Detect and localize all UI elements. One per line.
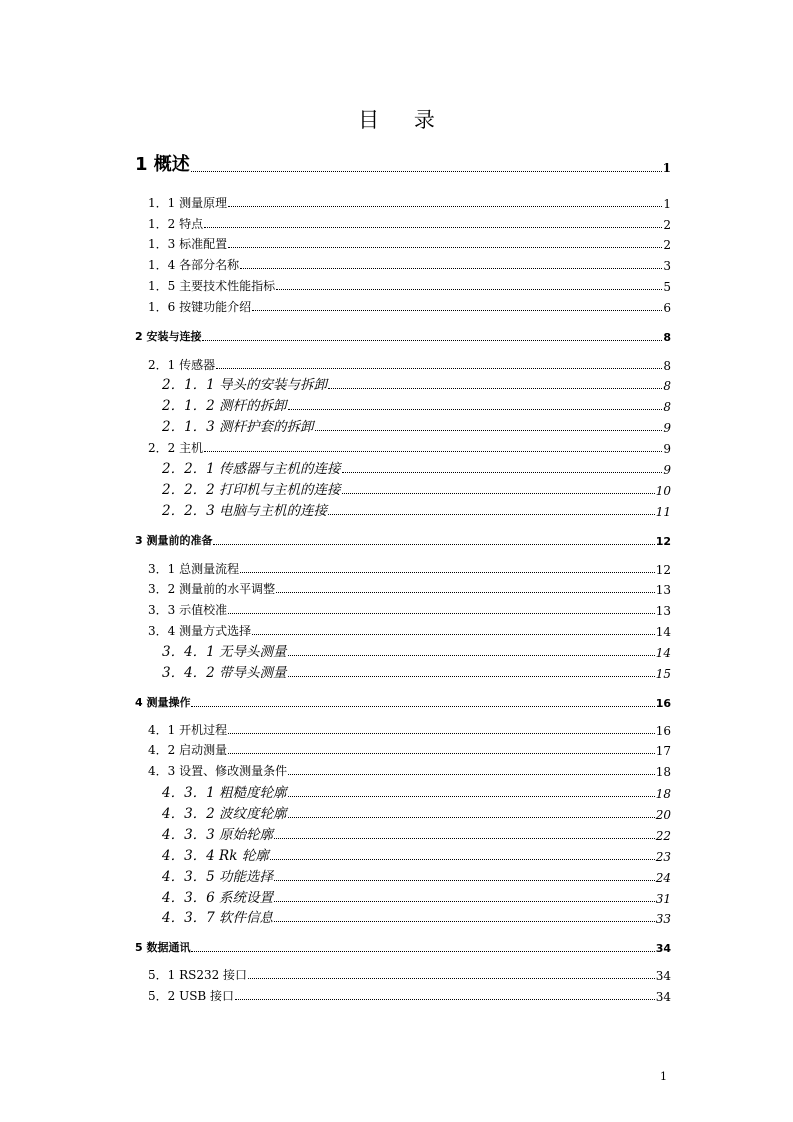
toc-entry-label: 4．1 开机过程 (148, 723, 228, 737)
toc-entry-page: 6 (663, 301, 671, 315)
toc-leader-dots (328, 514, 655, 515)
toc-entry[interactable] (162, 907, 671, 926)
toc-entry-label: 2．2．1 传感器与主机的连接 (162, 461, 341, 477)
toc-entry[interactable] (148, 439, 671, 456)
toc-entry[interactable] (148, 298, 671, 315)
toc-entry[interactable] (162, 845, 671, 864)
toc-entry-page: 31 (655, 892, 671, 906)
toc-leader-dots (213, 544, 654, 545)
toc-entry-label: 3．1 总测量流程 (148, 562, 240, 576)
toc-entry-label: 4．3．6 系统设置 (162, 890, 274, 906)
toc-entry[interactable] (148, 966, 671, 983)
toc-entry[interactable] (148, 622, 671, 639)
toc-entry-label: 1．5 主要技术性能指标 (148, 279, 276, 293)
toc-leader-dots (342, 493, 655, 494)
toc-leader-dots (288, 817, 655, 818)
toc-leader-dots (252, 634, 655, 635)
toc-entry-page: 12 (655, 563, 671, 577)
toc-entry-label: 2．1．1 导头的安装与拆卸 (162, 377, 328, 393)
toc-entry-page: 15 (655, 667, 671, 681)
toc-entry-label: 5．2 USB 接口 (148, 989, 235, 1003)
toc-leader-dots (274, 880, 655, 881)
toc-entry[interactable] (162, 887, 671, 906)
toc-entry[interactable] (162, 479, 671, 498)
toc-entry[interactable] (162, 866, 671, 885)
toc-leader-dots (328, 388, 662, 389)
toc-entry[interactable] (135, 150, 671, 176)
toc-entry[interactable] (148, 741, 671, 758)
toc-leader-dots (288, 796, 655, 797)
toc-entry-page: 3 (663, 259, 671, 273)
toc-entry-label: 5 数据通讯 (135, 941, 191, 954)
toc-leader-dots (274, 838, 655, 839)
toc-entry-label: 5．1 RS232 接口 (148, 968, 248, 982)
toc-entry-page: 8 (663, 359, 671, 373)
toc-entry-page: 18 (655, 765, 671, 779)
toc-entry-label: 4．3．7 软件信息 (162, 910, 274, 926)
toc-entry-label: 1．1 测量原理 (148, 196, 228, 210)
toc-entry-label: 2．2 主机 (148, 441, 204, 455)
toc-entry-page: 34 (655, 969, 671, 983)
toc-entry-label: 2 安装与连接 (135, 330, 202, 343)
toc-entry-page: 16 (655, 724, 671, 738)
toc-leader-dots (276, 592, 655, 593)
toc-leader-dots (276, 289, 662, 290)
toc-leader-dots (274, 901, 655, 902)
toc-entry-page: 34 (655, 990, 671, 1004)
toc-entry[interactable] (162, 803, 671, 822)
toc-entry-page: 2 (663, 238, 671, 252)
toc-leader-dots (288, 655, 655, 656)
toc-entry[interactable] (162, 641, 671, 660)
toc-entry-page: 13 (655, 604, 671, 618)
toc-entry-label: 2．1．2 测杆的拆卸 (162, 398, 287, 414)
toc-entry[interactable] (162, 782, 671, 801)
toc-entry-label: 3．4．2 带导头测量 (162, 665, 287, 681)
toc-entry-page: 2 (663, 218, 671, 232)
toc-entry-label: 2．1．3 测杆护套的拆卸 (162, 419, 314, 435)
toc-leader-dots (288, 676, 655, 677)
toc-entry[interactable] (162, 374, 671, 393)
toc-entry-page: 14 (655, 646, 671, 660)
toc-entry[interactable] (162, 824, 671, 843)
toc-entry-label: 4．3．4 Rk 轮廓 (162, 848, 269, 864)
toc-entry[interactable] (148, 194, 671, 211)
toc-entry-page: 23 (655, 850, 671, 864)
page-number: 1 (660, 1070, 667, 1083)
toc-leader-dots (204, 451, 662, 452)
toc-entry-page: 11 (655, 505, 671, 519)
toc-entry-page: 13 (655, 583, 671, 597)
toc-entry[interactable] (148, 215, 671, 232)
toc-leader-dots (191, 706, 654, 707)
toc-entry-page: 12 (655, 535, 671, 548)
toc-entry-label: 3．2 测量前的水平调整 (148, 582, 276, 596)
toc-entry[interactable] (162, 500, 671, 519)
toc-entry-label: 1 概述 (135, 154, 190, 175)
toc-entry-label: 4 测量操作 (135, 696, 191, 709)
toc-entry-page: 5 (663, 280, 671, 294)
toc-entry[interactable] (148, 721, 671, 738)
toc-entry-label: 4．3．2 波纹度轮廓 (162, 806, 287, 822)
toc-leader-dots (228, 206, 662, 207)
toc-entry-label: 3．4 测量方式选择 (148, 624, 252, 638)
toc-leader-dots (342, 472, 663, 473)
toc-entry-label: 3 测量前的准备 (135, 534, 213, 547)
toc-entry-page: 10 (655, 484, 671, 498)
toc-entry[interactable] (148, 601, 671, 618)
toc-leader-dots (228, 753, 655, 754)
toc-entry-page: 9 (663, 442, 671, 456)
toc-entry[interactable] (148, 580, 671, 597)
toc-leader-dots (202, 340, 662, 341)
toc-entry-page: 8 (663, 379, 671, 393)
toc-leader-dots (228, 733, 655, 734)
toc-entry-label: 4．2 启动测量 (148, 743, 228, 757)
toc-entry[interactable] (135, 938, 671, 955)
toc-entry-page: 34 (655, 942, 671, 955)
toc-entry-label: 4．3．1 粗糙度轮廓 (162, 785, 287, 801)
toc-entry-page: 20 (655, 808, 671, 822)
toc-entry[interactable] (135, 327, 671, 344)
toc-leader-dots (228, 247, 662, 248)
toc-entry-label: 2．2．2 打印机与主机的连接 (162, 482, 341, 498)
toc-leader-dots (274, 921, 655, 922)
toc-leader-dots (240, 572, 655, 573)
toc-entry[interactable] (162, 395, 671, 414)
toc-leader-dots (216, 368, 662, 369)
toc-entry[interactable] (162, 662, 671, 681)
toc-leader-dots (240, 268, 662, 269)
toc-entry-label: 3．4．1 无导头测量 (162, 644, 287, 660)
toc-leader-dots (252, 310, 662, 311)
toc-entry-label: 4．3．5 功能选择 (162, 869, 274, 885)
toc-leader-dots (191, 171, 662, 172)
toc-entry[interactable] (162, 416, 671, 435)
toc-entry-page: 1 (663, 197, 671, 211)
toc-leader-dots (315, 430, 663, 431)
toc-entry[interactable] (135, 531, 671, 548)
toc-entry-page: 9 (663, 421, 671, 435)
toc-leader-dots (288, 774, 655, 775)
toc-entry[interactable] (162, 458, 671, 477)
toc-entry-page: 24 (655, 871, 671, 885)
toc-leader-dots (204, 227, 662, 228)
toc-entry-label: 2．1 传感器 (148, 358, 216, 372)
toc-entry-label: 1．4 各部分名称 (148, 258, 240, 272)
toc-entry-page: 18 (655, 787, 671, 801)
toc-entry[interactable] (135, 693, 671, 710)
toc-entry[interactable] (148, 560, 671, 577)
toc-leader-dots (191, 951, 654, 952)
toc-entry-page: 1 (662, 161, 671, 175)
toc-entry[interactable] (148, 235, 671, 252)
toc-entry-page: 17 (655, 744, 671, 758)
toc-entry-label: 1．3 标准配置 (148, 237, 228, 251)
toc-entry-page: 8 (663, 400, 671, 414)
toc-leader-dots (228, 613, 655, 614)
toc-entry[interactable] (148, 256, 671, 273)
toc-leader-dots (270, 859, 655, 860)
toc-leader-dots (288, 409, 663, 410)
toc-entry[interactable] (148, 356, 671, 373)
toc-entry-page: 14 (655, 625, 671, 639)
toc-entry-label: 1．2 特点 (148, 217, 204, 231)
toc-entry-page: 8 (663, 331, 671, 344)
toc-entry-label: 4．3．3 原始轮廓 (162, 827, 274, 843)
toc-entry-page: 16 (655, 697, 671, 710)
toc-entry[interactable] (148, 762, 671, 779)
toc-entry-label: 3．3 示值校准 (148, 603, 228, 617)
toc-entry-page: 22 (655, 829, 671, 843)
toc-entry-label: 2．2．3 电脑与主机的连接 (162, 503, 328, 519)
toc-leader-dots (235, 999, 655, 1000)
toc-leader-dots (248, 978, 655, 979)
toc-entry-page: 33 (655, 912, 671, 926)
toc-entry-page: 9 (663, 463, 671, 477)
toc-entry[interactable] (148, 987, 671, 1004)
page-title: 目 录 (358, 108, 449, 132)
toc-entry-label: 1．6 按键功能介绍 (148, 300, 252, 314)
toc-entry[interactable] (148, 277, 671, 294)
toc-entry-label: 4．3 设置、修改测量条件 (148, 764, 288, 778)
